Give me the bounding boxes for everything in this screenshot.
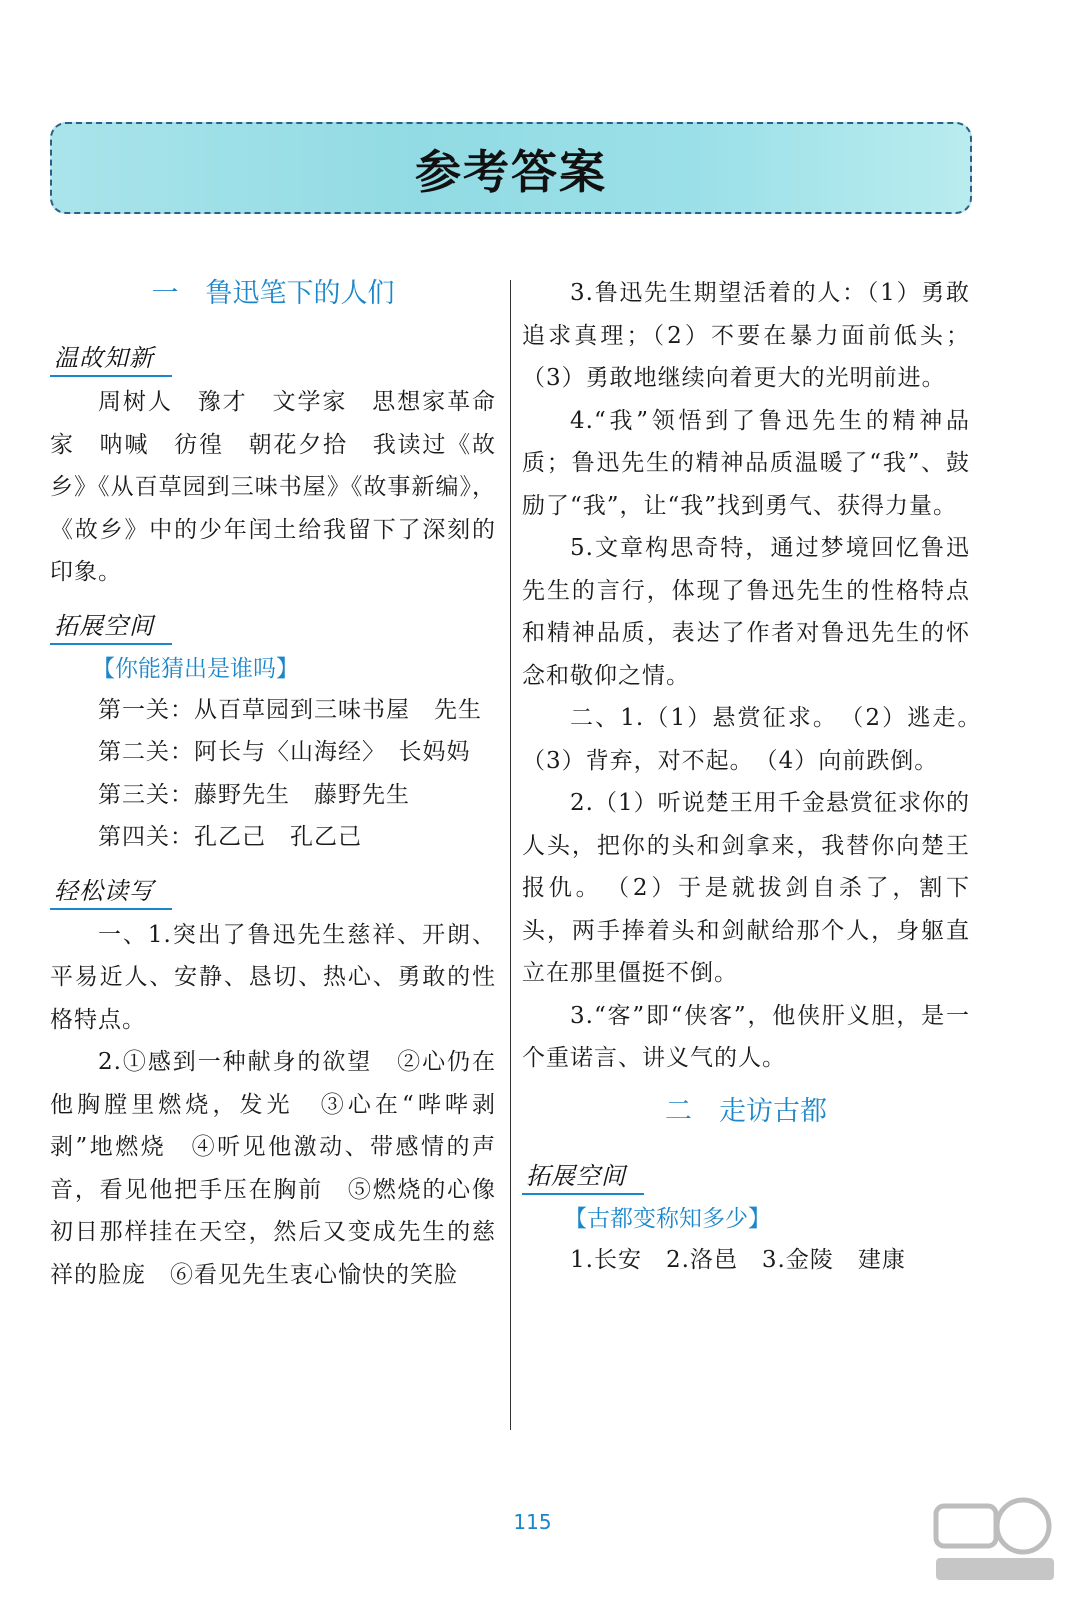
reading-answer-1: 一、1.突出了鲁迅先生慈祥、开朗、平易近人、安静、恳切、热心、勇敢的性格特点。 bbox=[50, 921, 496, 1033]
part2-answer-2: 2.（1）听说楚王用千金悬赏征求你的人头，把你的头和剑拿来，我替你向楚王报仇。 （2）于是就拔剑自杀了，割下头，两手捧着头和剑献给那个人，身躯直立在那里僵挺不倒。 bbox=[522, 790, 970, 986]
level-1: 第一关：从百草园到三味书屋 先生 bbox=[98, 696, 482, 723]
subheading-reading: 轻松读写 bbox=[50, 869, 172, 910]
reading-answer-4: 4.“我”领悟到了鲁迅先生的精神品质；鲁迅先生的精神品质温暖了“我”、鼓励了“我”，让“我”找到勇气、获得力量。 bbox=[522, 407, 970, 519]
level-4: 第四关：孔乙己 孔乙己 bbox=[98, 824, 362, 850]
subheading-extension: 拓展空间 bbox=[50, 604, 172, 645]
level-3: 第三关：藤野先生 藤野先生 bbox=[98, 781, 410, 808]
section-title-2: 二 走访古都 bbox=[665, 1095, 827, 1127]
guess-who-tag: 【你能猜出是谁吗】 bbox=[92, 655, 299, 682]
ancient-capital-tag: 【古都变称知多少】 bbox=[564, 1205, 771, 1232]
right-column bbox=[522, 272, 994, 1281]
title-banner bbox=[50, 122, 972, 214]
part2-answer-1: 二、1.（1）悬赏征求。 （2）逃走。 （3）背弃，对不起。 （4）向前跌倒。 bbox=[522, 705, 994, 774]
page-number: 115 bbox=[513, 1510, 552, 1534]
level-2: 第二关：阿长与〈山海经〉 长妈妈 bbox=[98, 739, 471, 765]
review-answer: 周树人 豫才 文学家 思想家革命家 呐喊 彷徨 朝花夕拾 我读过《故乡》《从百草园到三味书屋》《故事新编》，《故乡》中的少年闰土给我留下了深刻的印象。 bbox=[50, 389, 496, 585]
watermark-logo-icon bbox=[928, 1488, 1058, 1588]
reading-answer-3: 3.鲁迅先生期望活着的人：（1）勇敢追求真理；（2）不要在暴力面前低头；（3）勇敢地继续向着更大的光明前进。 bbox=[522, 280, 970, 391]
subheading-review: 温故知新 bbox=[50, 336, 172, 377]
left-column bbox=[50, 272, 496, 1296]
reading-answer-2: 2.①感到一种献身的欲望 ②心仍在他胸膛里燃烧，发光 ③心在“哔哔剥剥”地燃烧 ④听见他激动、带感情的声音，看见他把手压在胸前 ⑤燃烧的心像初日那样挂在天空，然后又变成先生的慈祥的脸庞 ⑥看见先生衷心愉快的笑脸 bbox=[50, 1049, 496, 1288]
subheading-extension-2: 拓展空间 bbox=[522, 1154, 644, 1195]
capital-answers: 1.长安 2.洛邑 3.金陵 建康 bbox=[570, 1246, 906, 1273]
section-title-1: 一 鲁迅笔下的人们 bbox=[151, 278, 395, 309]
page-title: 参考答案 bbox=[415, 145, 607, 199]
column-divider bbox=[510, 280, 511, 1430]
part2-answer-3: 3.“客”即“侠客”，他侠肝义胆，是一个重诺言、讲义气的人。 bbox=[522, 1002, 970, 1071]
reading-answer-5: 5.文章构思奇特，通过梦境回忆鲁迅先生的言行，体现了鲁迅先生的性格特点和精神品质，表达了作者对鲁迅先生的怀念和敬仰之情。 bbox=[522, 535, 970, 689]
